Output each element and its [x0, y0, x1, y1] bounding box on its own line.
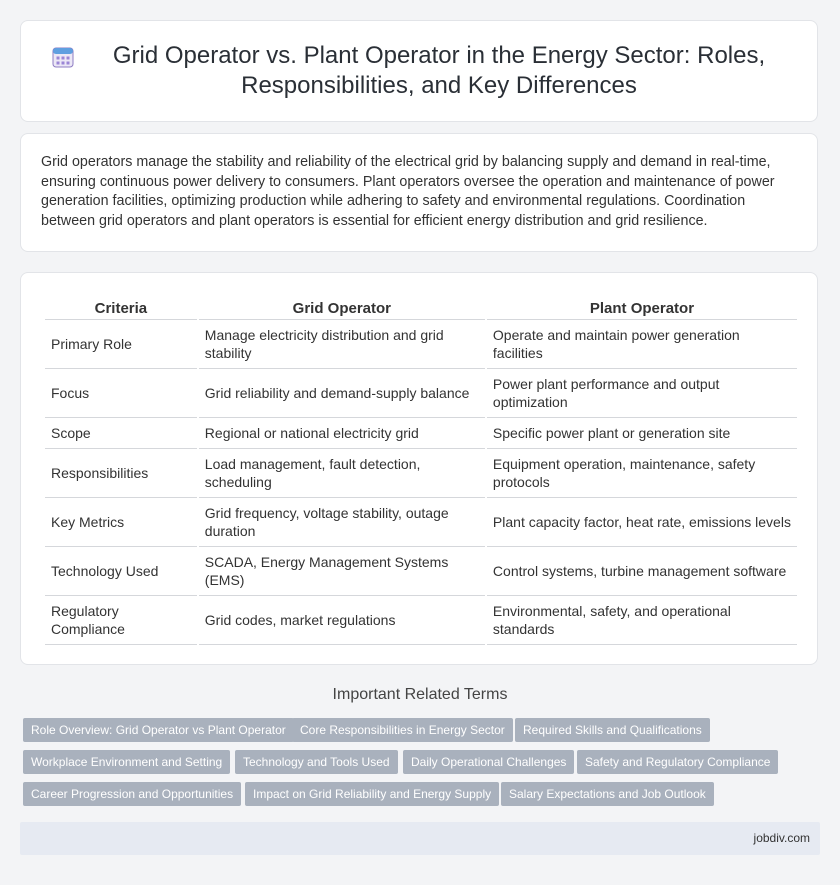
table-cell: Key Metrics: [45, 498, 197, 547]
related-term-tag[interactable]: Required Skills and Qualifications: [515, 718, 710, 742]
table-row: [45, 596, 797, 645]
table-row: [45, 418, 797, 449]
column-header-plant-operator: Plant Operator: [487, 295, 797, 320]
table-cell: Control systems, turbine management software: [487, 547, 797, 596]
table-cell: Scope: [45, 418, 197, 449]
table-cell: Environmental, safety, and operational standards: [487, 596, 797, 645]
table-cell: Regional or national electricity grid: [199, 418, 485, 449]
page-title: Grid Operator vs. Plant Operator in the Energy Sector: Roles, Responsibilities, and Key Differences: [112, 42, 766, 99]
table-cell: Grid frequency, voltage stability, outage duration: [199, 498, 485, 547]
calendar-icon: [51, 45, 75, 69]
table-cell: Responsibilities: [45, 449, 197, 498]
table-header-row: [45, 295, 797, 320]
table-cell: Primary Role: [45, 320, 197, 369]
footer: [20, 822, 820, 855]
table-row: [45, 449, 797, 498]
comparison-card: [20, 272, 818, 665]
related-term-tag[interactable]: Career Progression and Opportunities: [23, 782, 241, 806]
table-cell: Focus: [45, 369, 197, 418]
table-cell: Specific power plant or generation site: [487, 418, 797, 449]
header-card: [20, 20, 818, 122]
table-row: [45, 498, 797, 547]
table-cell: Grid reliability and demand-supply balance: [199, 369, 485, 418]
related-term-tag[interactable]: Impact on Grid Reliability and Energy Supply: [245, 782, 499, 806]
table-row: [45, 369, 797, 418]
footer-site-link[interactable]: jobdiv.com: [753, 831, 810, 845]
related-terms-title: Important Related Terms: [332, 686, 508, 703]
related-term-tag[interactable]: Workplace Environment and Setting: [23, 750, 230, 774]
table-cell: Load management, fault detection, scheduling: [199, 449, 485, 498]
table-cell: Grid codes, market regulations: [199, 596, 485, 645]
intro-text: Grid operators manage the stability and reliability of the electrical grid by balancing supply and demand in real-time, ensuring continuous power delivery to consumers. Plant operators oversee the operation and maintenance of power generation facilities, optimizing production while adhering to safety and environmental regulations. Coordination between grid operators and plant operators is essential for efficient energy distribution and grid resilience.: [41, 154, 775, 229]
table-cell: Equipment operation, maintenance, safety protocols: [487, 449, 797, 498]
related-term-tag[interactable]: Technology and Tools Used: [235, 750, 398, 774]
comparison-table: [43, 295, 799, 645]
table-cell: Technology Used: [45, 547, 197, 596]
column-header-grid-operator: Grid Operator: [199, 295, 485, 320]
related-term-tag[interactable]: Core Responsibilities in Energy Sector: [292, 718, 513, 742]
table-cell: Operate and maintain power generation facilities: [487, 320, 797, 369]
column-header-criteria: Criteria: [45, 295, 197, 320]
table-cell: SCADA, Energy Management Systems (EMS): [199, 547, 485, 596]
table-cell: Plant capacity factor, heat rate, emissions levels: [487, 498, 797, 547]
table-cell: Power plant performance and output optimization: [487, 369, 797, 418]
table-row: [45, 547, 797, 596]
related-term-tag[interactable]: Role Overview: Grid Operator vs Plant Operator: [23, 718, 294, 742]
table-cell: Regulatory Compliance: [45, 596, 197, 645]
intro-card: [20, 133, 818, 252]
related-term-tag[interactable]: Safety and Regulatory Compliance: [577, 750, 778, 774]
related-term-tag[interactable]: Daily Operational Challenges: [403, 750, 574, 774]
table-cell: Manage electricity distribution and grid stability: [199, 320, 485, 369]
related-term-tag[interactable]: Salary Expectations and Job Outlook: [501, 782, 714, 806]
table-row: [45, 320, 797, 369]
